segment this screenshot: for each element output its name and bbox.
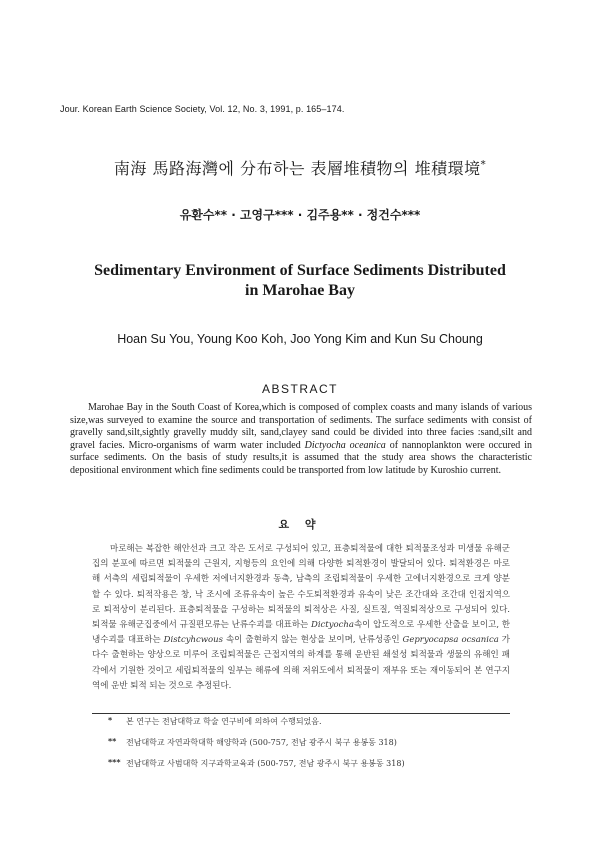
footnote-mark: * — [108, 716, 113, 725]
summary-part-3: 속이 출현하지 않는 현상을 보이며, 난류성종인 — [223, 635, 403, 646]
korean-authors: 유환수** · 고영구*** · 김주용** · 정건수*** — [179, 208, 421, 222]
summary-part-2: 속이 압도적으로 우세한 산출을 보이고, 한냉수괴를 대표하는 — [92, 620, 510, 646]
english-title: Sedimentary Environment of Surface Sediments Distributed in Marohae Bay — [94, 262, 506, 299]
korean-title-text: 南海 馬路海灣에 分布하는 表層堆積物의 堆積環境 — [113, 159, 481, 178]
english-authors: Hoan Su You, Young Koo Koh, Joo Yong Kim and Kun Su Choung — [117, 332, 483, 346]
title-footnote-mark: * — [480, 159, 487, 171]
abstract-text-part-2: of nannoplankton were occured in surface sediments. On the basis of study results,it is assumed that the study area shows the characteristic depositional environment which fine sediments could be transported from low latitude by Kuroshio current. — [70, 439, 532, 476]
footnote-item — [108, 716, 508, 737]
summary-species-3: Gepryocapsa ocsanica — [402, 635, 499, 646]
footnotes — [108, 716, 508, 779]
citation-header: Jour. Korean Earth Science Society, Vol. 12, No. 3, 1991, p. 165–174. — [60, 104, 345, 114]
summary-part-4: 가 다수 출현하는 양상으로 미루어 조립퇴적물은 근접지역의 하계를 통해 운반된 쇄설성 퇴적물과 생물의 유해인 패각에서 기원한 것이고 세립퇴적물의 일부는 해류에 의해 저위도에서 퇴적물이 재부유 또는 재이동되어 본 연구지역에 운반 퇴적 되는 것으로 추정된다. — [92, 635, 510, 691]
korean-title — [0, 156, 600, 179]
abstract-text-part-1: Marohae Bay in the South Coast of Korea,which is composed of complex coasts and many islands of various size,was surveyed to examine the source and transportation of sediments. The surface sediments with consist of gravelly sand,silt,sightly gravelly muddy silt, sand,clayey sand could be divided into three facies :sand,silt and gravel facies. Micro-organisms of warm water included — [70, 402, 532, 451]
footnote-text: 전남대학교 자연과학대학 해양학과 (500-757, 전남 광주시 북구 용봉동 318) — [126, 738, 397, 747]
summary-species-1: Dictyocha — [311, 620, 354, 631]
footnote-divider — [92, 713, 510, 714]
footnote-item — [108, 758, 508, 779]
summary-species-2: Distcyhcwous — [163, 635, 223, 646]
korean-summary-text — [92, 542, 510, 694]
footnote-text: 전남대학교 사범대학 지구과학교육과 (500-757, 전남 광주시 북구 용봉동 318) — [126, 759, 405, 768]
footnote-mark: *** — [108, 758, 121, 767]
summary-part-1: 마로해는 복잡한 해안선과 크고 작은 도서로 구성되어 있고, 표층퇴적물에 대한 퇴적물조성과 미생물 유해군집의 분포에 따르면 퇴적물의 근원지, 지형등의 요인에 의해 다양한 퇴적환경이 발달되어 있다. 퇴적환경은 마로해 서측의 세립퇴적물이 우세한 저에너지환경과 동측, 남측의 조립퇴적물이 우세한 고에너지환경으로 크게 양분할 수 있다. 퇴적작용은 창, 낙 조시에 조류유속이 높은 수도퇴적환경과 유속이 낮은 조간대와 조간대 인접지역으로 퇴적상이 분리된다. 표층퇴적물을 구성하는 퇴적물의 퇴적상은 사질, 실트질, 역질퇴적상으로 구성되어 있다. 퇴적물 유해군집중에서 규질편모류는 난류수괴를 대표하는 — [92, 544, 510, 631]
abstract-heading: ABSTRACT — [261, 382, 338, 396]
abstract-text — [70, 402, 532, 477]
abstract-species-name: Dictyocha oceanica — [304, 439, 386, 451]
footnote-text: 본 연구는 전남대학교 학술 연구비에 의하여 수행되었음. — [126, 717, 322, 726]
footnote-mark: ** — [108, 737, 117, 746]
korean-summary-heading: 요 약 — [278, 518, 322, 531]
footnote-item — [108, 737, 508, 758]
